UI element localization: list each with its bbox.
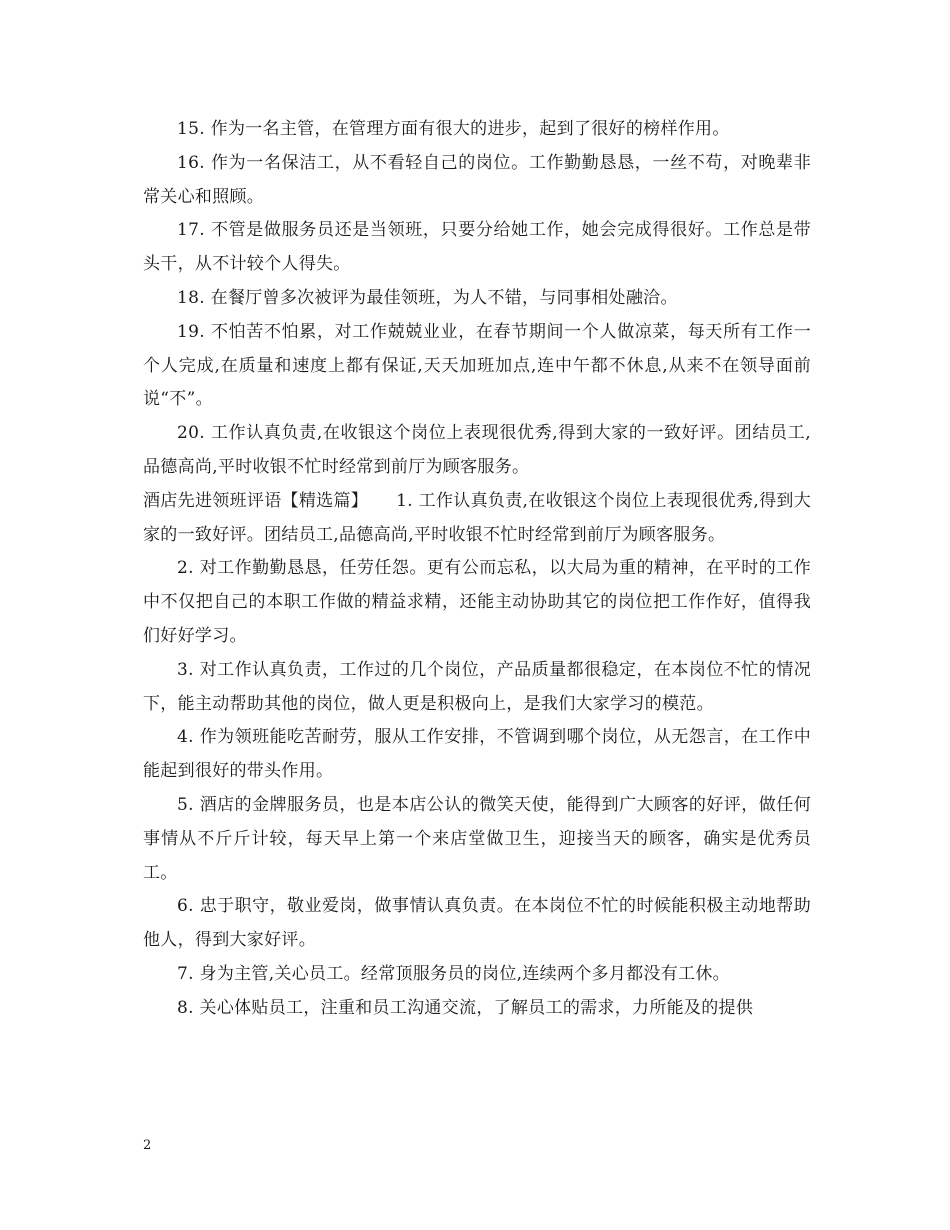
paragraph-item-15: 15. 作为一名主管，在管理方面有很大的进步，起到了很好的榜样作用。 <box>177 119 730 139</box>
paragraph-item-4: 4. 作为领班能吃苦耐劳，服从工作安排，不管调到哪个岗位，从无怨言，在工作中能起到很好的带头作用。 <box>143 727 811 782</box>
paragraph-item-17: 17. 不管是做服务员还是当领班，只要分给她工作，她会完成得很好。工作总是带头干，从不计较个人得失。 <box>143 220 811 275</box>
page-number: 2 <box>143 1138 152 1153</box>
paragraph-item-7: 7. 身为主管,关心员工。经常顶服务员的岗位,连续两个多月都没有工休。 <box>177 963 730 984</box>
document-body <box>143 113 811 1026</box>
paragraph-item-18: 18. 在餐厅曾多次被评为最佳领班，为人不错，与同事相处融洽。 <box>177 287 678 308</box>
section-paragraph <box>143 485 811 553</box>
section-first-item: 1. 工作认真负责,在收银这个岗位上表现很优秀,得到大家的一致好评。团结员工,品德高尚,平时收银不忙时经常到前厅为顾客服务。 <box>143 490 812 545</box>
paragraph-item-5: 5. 酒店的金牌服务员，也是本店公认的微笑天使，能得到广大顾客的好评，做任何事情从不斤斤计较，每天早上第一个来店堂做卫生，迎接当天的顾客，确实是优秀员工。 <box>143 794 811 883</box>
paragraph-item-2: 2. 对工作勤勤恳恳，任劳任怨。更有公而忘私，以大局为重的精神，在平时的工作中不仅把自己的本职工作做的精益求精，还能主动协助其它的岗位把工作作好，值得我们好好学习。 <box>143 558 811 646</box>
paragraph-item-6: 6. 忠于职守，敬业爱岗，做事情认真负责。在本岗位不忙的时候能积极主动地帮助他人，得到大家好评。 <box>143 896 811 951</box>
paragraph-item-16: 16. 作为一名保洁工，从不看轻自己的岗位。工作勤勤恳恳，一丝不苟，对晚辈非常关心和照顾。 <box>143 152 811 207</box>
paragraph-item-8: 8. 关心体贴员工，注重和员工沟通交流，了解员工的需求，力所能及的提供 <box>177 997 754 1018</box>
section-title: 酒店先进领班评语【精选篇】 <box>143 490 369 511</box>
paragraph-item-3: 3. 对工作认真负责，工作过的几个岗位，产品质量都很稳定，在本岗位不忙的情况下，能主动帮助其他的岗位，做人更是积极向上，是我们大家学习的模范。 <box>143 659 811 714</box>
paragraph-item-20: 20. 工作认真负责,在收银这个岗位上表现很优秀,得到大家的一致好评。团结员工,品德高尚,平时收银不忙时经常到前厅为顾客服务。 <box>143 423 811 477</box>
paragraph-item-19: 19. 不怕苦不怕累，对工作兢兢业业，在春节期间一个人做凉菜，每天所有工作一个人完成,在质量和速度上都有保证,天天加班加点,连中午都不休息,从来不在领导面前说“不”。 <box>143 321 811 410</box>
